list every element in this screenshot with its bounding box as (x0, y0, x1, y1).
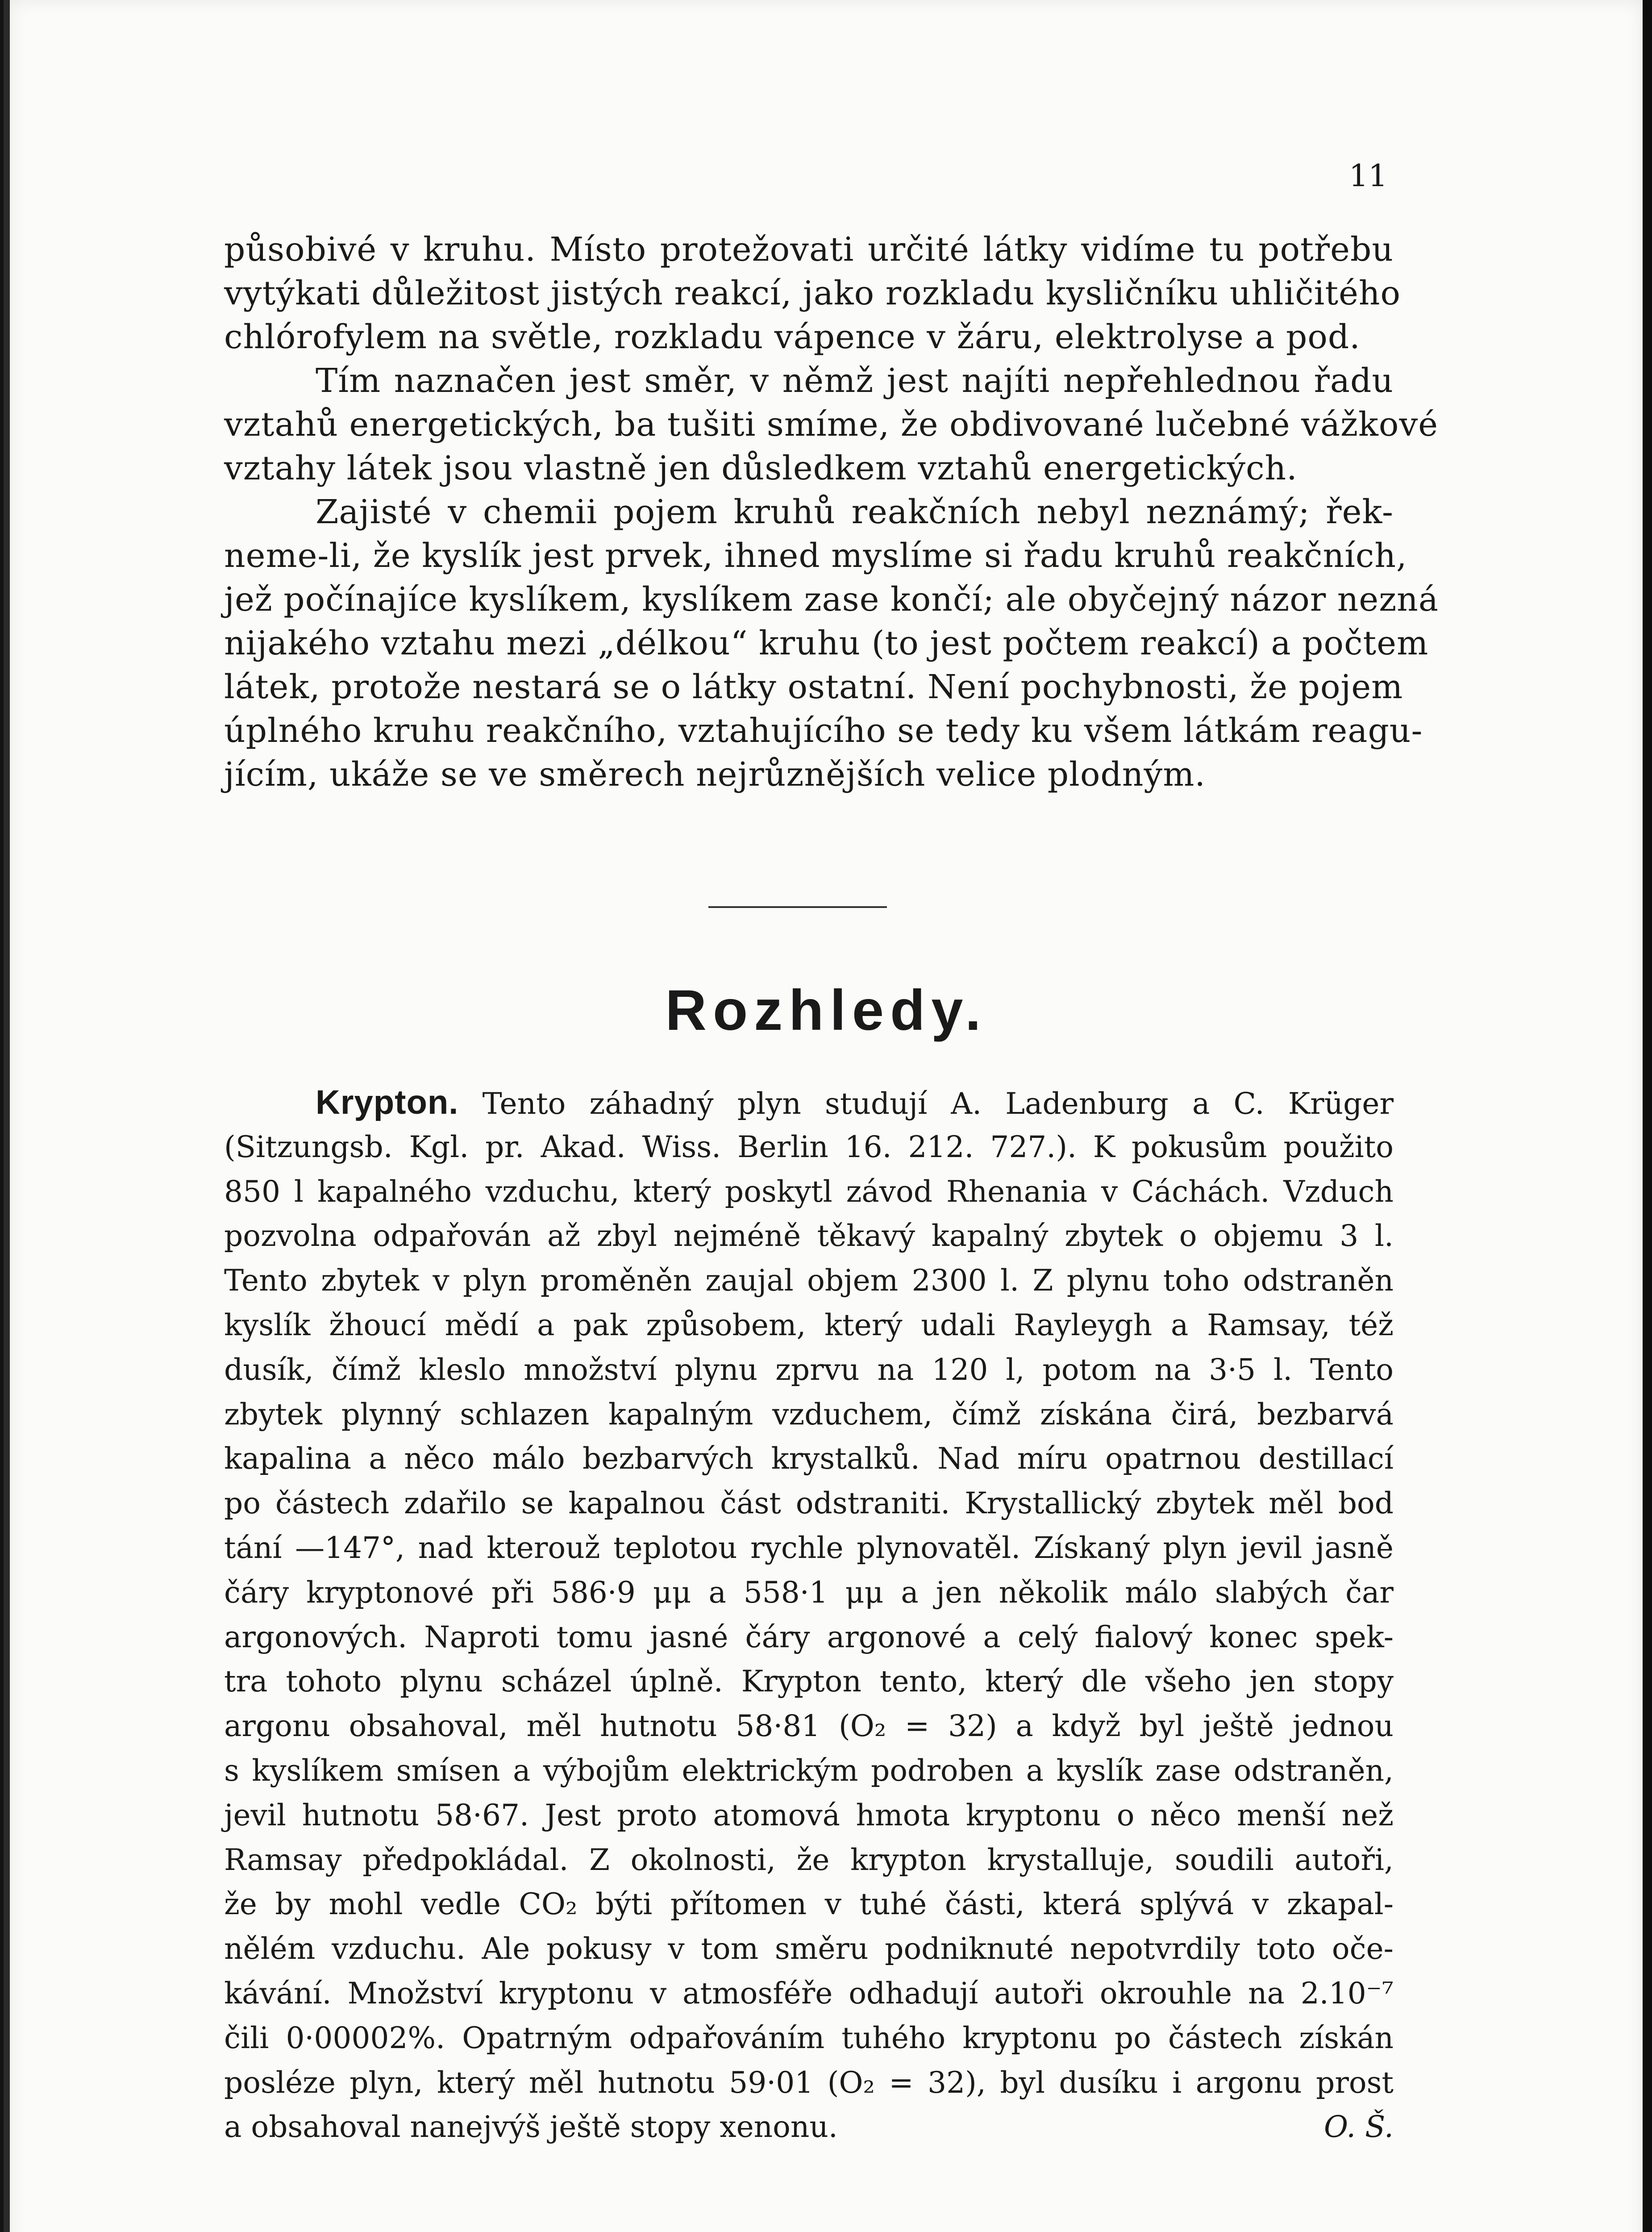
text-line: posléze plyn, který měl hutnotu 59·01 (O₂ = 32), byl dusíku i argonu prost (224, 2065, 1394, 2100)
text-line: úplného kruhu reakčního, vztahujícího se tedy ku všem látkám reagu- (224, 712, 1423, 750)
text-line: Zajisté v chemii pojem kruhů reakčních nebyl neznámý; řek- (316, 493, 1394, 531)
text-line: jež počínajíce kyslíkem, kyslíkem zase končí; ale obyčejný názor nezná (224, 580, 1439, 619)
text-line: jevil hutnotu 58·67. Jest proto atomová hmota kryptonu o něco menší než (224, 1798, 1394, 1832)
news-keyword: Krypton. (316, 1083, 459, 1121)
text-line: tra tohoto plynu scházel úplně. Krypton tento, který dle všeho jen stopy (224, 1664, 1394, 1699)
text-line: 850 l kapalného vzduchu, který poskytl závod Rhenania v Cáchách. Vzduch (224, 1174, 1394, 1209)
text-line: Tím naznačen jest směr, v němž jest najíti nepřehlednou řadu (316, 362, 1394, 400)
text-line: působivé v kruhu. Místo protežovati určité látky vidíme tu potřebu (224, 230, 1394, 269)
text-line: vztahy látek jsou vlastně jen důsledkem vztahů energetických. (224, 449, 1298, 487)
scan-edge-left (4, 0, 10, 2232)
text-line: neme-li, že kyslík jest prvek, ihned myslíme si řadu kruhů reakčních, (224, 537, 1407, 575)
text-line: dusík, čímž kleslo množství plynu zprvu na 120 l, potom na 3·5 l. Tento (224, 1352, 1394, 1387)
text-fragment: a obsahoval nanejvýš ještě stopy xenonu. (224, 2110, 838, 2145)
text-line: po částech zdařilo se kapalnou část odstraniti. Krystallický zbytek měl bod (224, 1486, 1394, 1521)
text-line: nělém vzduchu. Ale pokusy v tom směru podniknuté nepotvrdily toto oče- (224, 1932, 1394, 1966)
page-number: 11 (1349, 158, 1388, 194)
article-body (224, 228, 1439, 796)
text-line: kávání. Množství kryptonu v atmosféře odhadují autoři okrouhle na 2.10⁻⁷ (224, 1976, 1394, 2011)
text-line: chlórofylem na světle, rozkladu vápence v žáru, elektrolyse a pod. (224, 318, 1361, 356)
text-line: argonu obsahoval, měl hutnotu 58·81 (O₂ = 32) a když byl ještě jednou (224, 1709, 1394, 1744)
text-line: vztahů energetických, ba tušiti smíme, že obdivované lučebné vážkové (224, 405, 1439, 444)
text-line: vytýkati důležitost jistých reakcí, jako rozkladu kysličníku uhličitého (224, 274, 1401, 312)
text-line (224, 2105, 1394, 2149)
text-line: čili 0·00002%. Opatrným odpařováním tuhého kryptonu po částech získán (224, 2020, 1394, 2055)
news-item (224, 1080, 1394, 2149)
text-line (224, 1080, 1394, 1125)
text-line: (Sitzungsb. Kgl. pr. Akad. Wiss. Berlin 16. 212. 727.). K pokusům použito (224, 1129, 1394, 1164)
text-line: kyslík žhoucí mědí a pak způsobem, který udali Rayleygh a Ramsay, též (224, 1308, 1394, 1342)
text-line: s kyslíkem smísen a výbojům elektrickým podroben a kyslík zase odstraněn, (224, 1753, 1394, 1788)
text-line: čáry kryptonové při 586·9 μμ a 558·1 μμ a jen několik málo slabých čar (224, 1575, 1394, 1610)
text-line: že by mohl vedle CO₂ býti přítomen v tuhé části, která splývá v zkapal- (224, 1887, 1394, 1922)
text-fragment: Tento záhadný plyn studují A. Ladenburg a C. Krüger (458, 1087, 1394, 1121)
text-line: Tento zbytek v plyn proměněn zaujal objem 2300 l. Z plynu toho odstraněn (224, 1263, 1394, 1298)
text-line: zbytek plynný schlazen kapalným vzduchem, čímž získána čirá, bezbarvá (224, 1397, 1394, 1432)
text-line: Ramsay předpokládal. Z okolnosti, že krypton krystalluje, soudili autoři, (224, 1842, 1394, 1877)
text-line: tání —147°, nad kterouž teplotou rychle plynovatěl. Získaný plyn jevil jasně (224, 1530, 1394, 1565)
text-line: látek, protože nestará se o látky ostatní. Není pochybnosti, že pojem (224, 668, 1403, 706)
scan-edge-right (1643, 0, 1652, 2232)
text-line: kapalina a něco málo bezbarvých krystalků. Nad míru opatrnou destillací (224, 1441, 1394, 1476)
author-signature: O. Š. (1323, 2110, 1394, 2145)
text-line: nijakého vztahu mezi „délkou“ kruhu (to jest počtem reakcí) a počtem (224, 624, 1429, 662)
section-divider (708, 906, 887, 908)
text-line: pozvolna odpařován až zbyl nejméně těkavý kapalný zbytek o objemu 3 l. (224, 1219, 1394, 1253)
document-page (10, 0, 1643, 2232)
text-line: jícím, ukáže se ve směrech nejrůznějších velice plodným. (224, 755, 1206, 794)
text-line: argonových. Naproti tomu jasné čáry argonové a celý fialový konec spek- (224, 1620, 1394, 1654)
section-title: Rozhledy. (665, 979, 987, 1042)
